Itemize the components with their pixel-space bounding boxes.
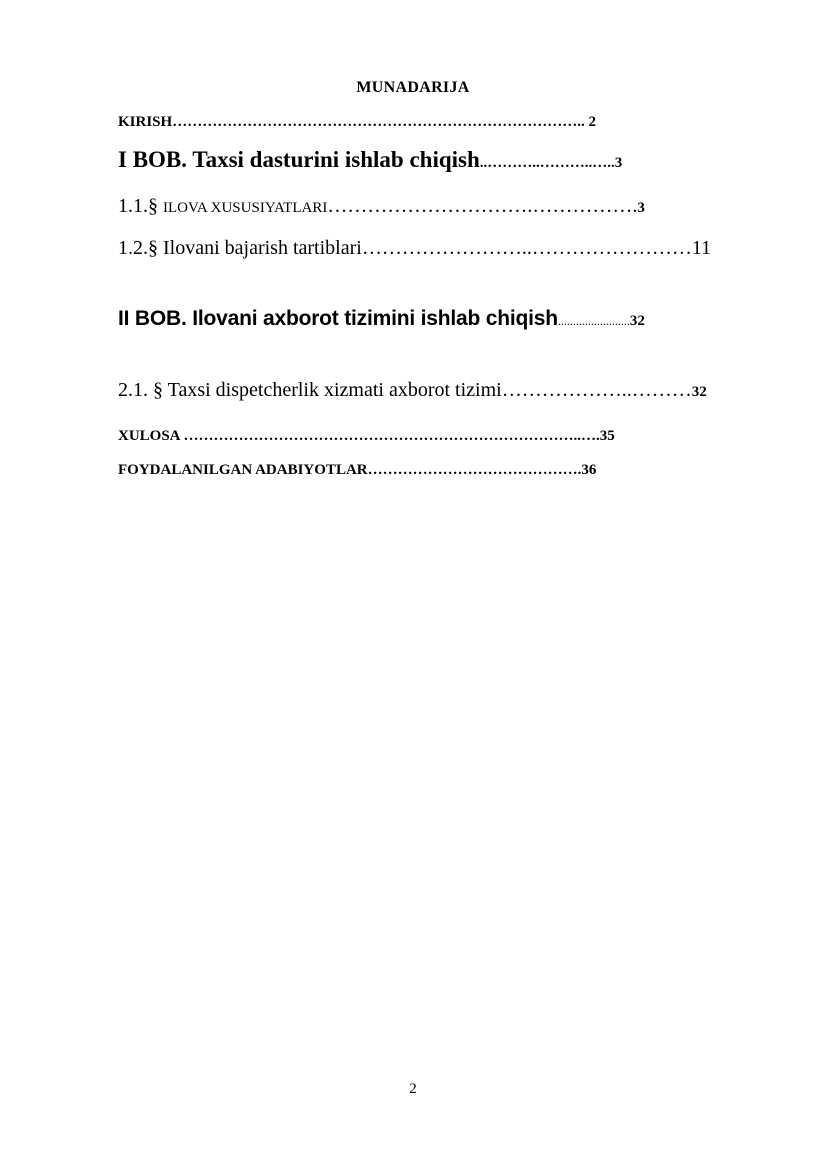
toc-entry-text: 2.1. § Taxsi dispetcherlik xizmati axborot tizimi	[118, 379, 502, 401]
page-number-footer: 2	[409, 1081, 417, 1097]
toc-entry-text: 1.2.§ Ilovani bajarish tartiblari	[118, 237, 362, 259]
toc-leader-dots: ……………………………………………………………………..….	[183, 428, 600, 444]
toc-page-number: 35	[599, 428, 615, 444]
toc-page-number: 32	[691, 384, 707, 400]
toc-entry-prefix: 1.1.§	[118, 195, 163, 217]
toc-entry-chapter-2	[118, 308, 645, 329]
toc-entry-section-1-1	[118, 196, 645, 216]
toc-page-number: 3	[637, 200, 645, 216]
toc-page-number: 11	[691, 237, 712, 259]
toc-page-number: 36	[581, 462, 597, 478]
toc-leader-dots: ..………..………..…..	[479, 155, 615, 171]
toc-leader-dots: ………………………….…………….	[327, 195, 638, 217]
toc-leader-dots: ……………………..……………………	[361, 237, 692, 259]
toc-entry-chapter-1	[118, 148, 622, 171]
toc-leader-dots: ………………………………………………………………………..	[172, 114, 589, 130]
toc-page-number: 32	[629, 313, 645, 329]
toc-entry-section-2-1	[118, 380, 707, 400]
toc-entry-text: FOYDALANILGAN ADABIYOTLAR	[118, 462, 368, 478]
toc-entry-text: I BOB. Taxsi dasturini ishlab chiqish	[118, 147, 480, 172]
toc-leader-dots: ........................	[557, 314, 630, 328]
toc-page-number: 3	[614, 155, 623, 171]
toc-entry-text: ILOVA XUSUSIYATLARI	[163, 200, 328, 216]
toc-title: MUNADARIJA	[356, 79, 470, 96]
toc-entry-section-1-2	[118, 238, 711, 258]
toc-page-number: 2	[588, 114, 596, 130]
toc-entry-xulosa	[118, 429, 615, 444]
toc-leader-dots: ………………..………	[501, 379, 692, 401]
toc-entry-text: II BOB. Ilovani axborot tizimini ishlab chiqish	[118, 307, 558, 330]
toc-entry-references	[118, 463, 596, 478]
toc-entry-kirish	[118, 115, 596, 130]
toc-entry-text: KIRISH	[118, 114, 173, 130]
toc-entry-text: XULOSA	[118, 428, 184, 444]
toc-leader-dots: …………………………………….	[367, 462, 582, 478]
